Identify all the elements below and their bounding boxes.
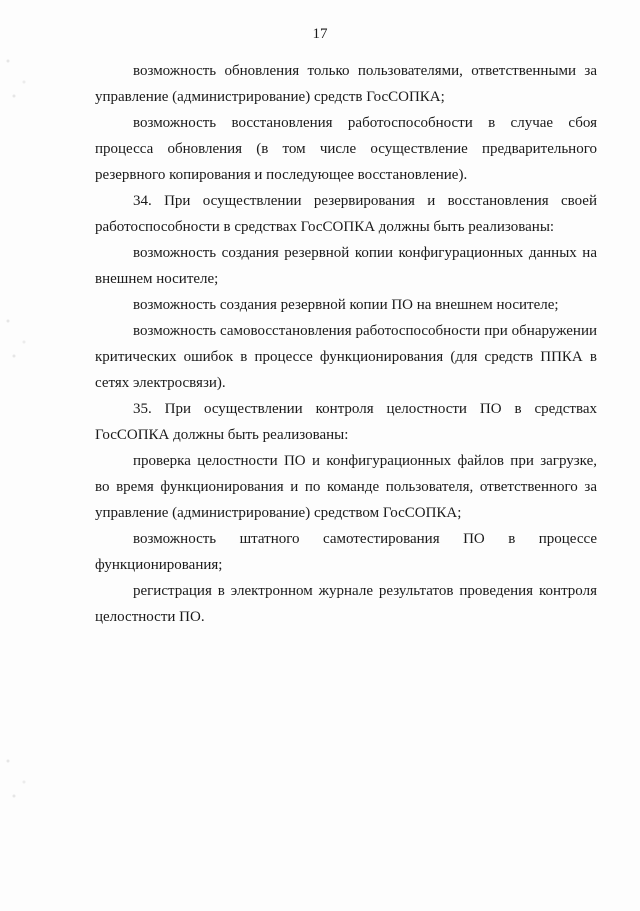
paragraph: возможность создания резервной копии ПО на внешнем носителе; [133,297,559,313]
paragraph: возможность самовосстановления работоспособности при обнаружении критических ошибок в процессе функционирования (для средств ППКА в сетях электросвязи). [95,323,597,391]
paragraph: возможность обновления только пользователями, ответственными за управление (администрирование) средств ГосСОПКА; [95,63,597,105]
paragraph: проверка целостности ПО и конфигурационных файлов при загрузке, во время функционирования и по команде пользователя, ответственного за управление (администрирование) средством ГосСОПКА; [95,453,597,521]
paragraph-item-34: 34. При осуществлении резервирования и восстановления своей работоспособности в средствах ГосСОПКА должны быть реализованы: [95,193,597,235]
paragraph: возможность восстановления работоспособности в случае сбоя процесса обновления (в том числе осуществление предварительного резервного копирования и последующее восстановление). [95,115,597,183]
paragraph-item-35: 35. При осуществлении контроля целостности ПО в средствах ГосСОПКА должны быть реализованы: [95,401,597,443]
paragraph: возможность создания резервной копии конфигурационных данных на внешнем носителе; [95,245,597,287]
scan-noise [0,300,40,370]
document-body [95,58,597,630]
paragraph: возможность штатного самотестирования ПО в процессе функционирования; [95,531,597,573]
paragraph: регистрация в электронном журнале результатов проведения контроля целостности ПО. [95,583,597,625]
scan-noise [0,40,40,110]
page-number: 17 [312,26,328,42]
scan-noise [0,740,40,810]
